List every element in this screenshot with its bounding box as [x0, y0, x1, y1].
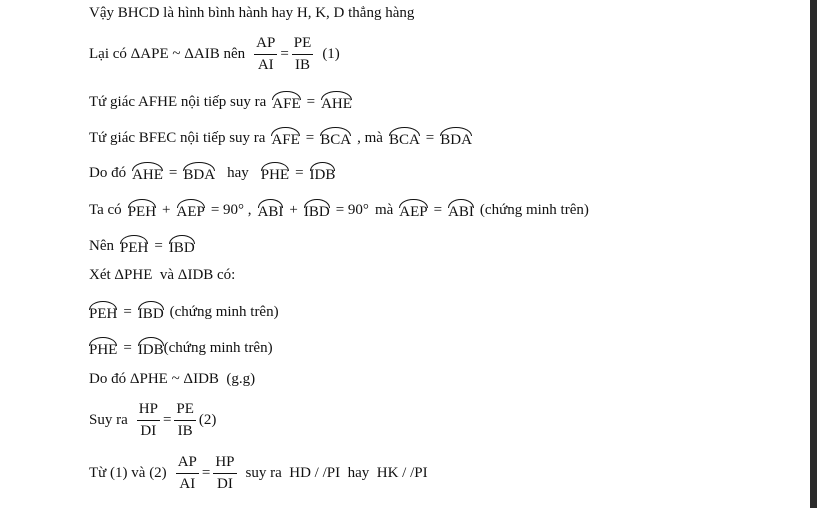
equals-sign: =: [433, 202, 443, 218]
text-line-9: [89, 303, 279, 322]
equals-sign: =: [305, 130, 315, 146]
text-line-13: [89, 455, 428, 492]
conclusion-text: suy ra HD / /PI hay HK / /PI: [245, 465, 428, 481]
text-line-1: [89, 6, 414, 21]
line-prefix: Lại có ΔAPE ~ ΔAIB nên: [89, 46, 246, 62]
equals-sign: =: [123, 304, 132, 320]
result-text: = 90°: [335, 202, 369, 218]
angle-afe: AFE: [271, 129, 299, 148]
fraction-pe-ib: [174, 402, 196, 439]
text-line-7: [89, 237, 195, 256]
connector-text: hay: [227, 165, 249, 181]
line-prefix: Tứ giác AFHE nội tiếp suy ra: [89, 94, 267, 110]
text-line-4: [89, 129, 472, 148]
text-line-10: [89, 339, 273, 358]
angle-idb: IDB: [310, 164, 336, 183]
fraction-numerator: PE: [174, 402, 196, 421]
equals-sign: =: [168, 165, 178, 181]
angle-phe: PHE: [261, 164, 289, 183]
equals-sign: =: [295, 165, 304, 181]
angle-bda: BDA: [183, 164, 215, 183]
fraction-numerator: PE: [292, 36, 314, 55]
fraction-hp-di: [137, 402, 160, 439]
angle-peh: PEH: [120, 237, 148, 256]
angle-aep: AEP: [177, 201, 205, 220]
angle-phe: PHE: [89, 339, 117, 358]
fraction-numerator: AP: [254, 36, 277, 55]
angle-idb: IDB: [138, 339, 164, 358]
plus-sign: +: [289, 202, 298, 218]
result-text: = 90° ,: [210, 202, 252, 218]
equals-sign: =: [123, 340, 132, 356]
fraction-denominator: IB: [177, 423, 193, 439]
angle-ahe: AHE: [321, 93, 352, 112]
angle-peh: PEH: [89, 303, 117, 322]
equals-sign: =: [425, 130, 435, 146]
text-line-2: [89, 36, 340, 73]
text-line-11: [89, 372, 255, 387]
line-prefix: Từ (1) và (2): [89, 465, 167, 481]
line-text: Xét ΔPHE và ΔIDB có:: [89, 267, 236, 283]
equals-sign: =: [280, 46, 289, 62]
line-prefix: Do đó: [89, 165, 127, 181]
text-line-3: [89, 93, 352, 112]
equals-sign: =: [154, 238, 163, 254]
fraction-numerator: HP: [137, 402, 160, 421]
line-prefix: Nên: [89, 238, 114, 254]
connector-text: , mà: [357, 130, 383, 146]
fraction-numerator: AP: [176, 455, 199, 474]
angle-bca: BCA: [320, 129, 351, 148]
fraction-denominator: DI: [217, 476, 233, 492]
angle-bda: BDA: [440, 129, 472, 148]
equals-sign: =: [306, 94, 316, 110]
fraction-hp-di: [213, 455, 236, 492]
fraction-ap-ai: [254, 36, 277, 73]
angle-aep: AEP: [399, 201, 427, 220]
equation-label: (1): [322, 46, 340, 62]
line-text: Vậy BHCD là hình bình hành hay H, K, D thẳng hàng: [89, 5, 415, 21]
fraction-denominator: IB: [295, 57, 311, 73]
fraction-denominator: AI: [257, 57, 274, 73]
fraction-pe-ib: [292, 36, 314, 73]
angle-abi: ABI: [448, 201, 474, 220]
angle-abi: ABI: [258, 201, 284, 220]
equals-sign: =: [201, 465, 211, 481]
fraction-ap-ai: [176, 455, 199, 492]
justification-text: (chứng minh trên): [169, 304, 279, 320]
equation-label: (2): [198, 412, 217, 428]
plus-sign: +: [162, 202, 171, 218]
line-prefix: Ta có: [89, 202, 122, 218]
justification-text: (chứng minh trên): [163, 340, 273, 356]
connector-text: mà: [374, 202, 394, 218]
vertical-scrollbar[interactable]: [810, 0, 817, 508]
equals-sign: =: [162, 412, 172, 428]
line-prefix: Suy ra: [89, 412, 128, 428]
angle-afe: AFE: [272, 93, 300, 112]
angle-peh: PEH: [128, 201, 156, 220]
justification-text: (chứng minh trên): [479, 202, 589, 218]
fraction-denominator: AI: [179, 476, 196, 492]
angle-ibd: IBD: [169, 237, 195, 256]
fraction-numerator: HP: [213, 455, 236, 474]
fraction-denominator: DI: [140, 423, 157, 439]
line-prefix: Tứ giác BFEC nội tiếp suy ra: [89, 130, 266, 146]
text-line-5: [89, 164, 335, 183]
angle-bca: BCA: [389, 129, 420, 148]
angle-ahe: AHE: [132, 164, 163, 183]
text-line-8: [89, 268, 235, 283]
text-line-12: [89, 402, 216, 439]
angle-ibd: IBD: [304, 201, 330, 220]
line-text: Do đó ΔPHE ~ ΔIDB (g.g): [89, 371, 256, 387]
text-line-6: [89, 201, 589, 220]
angle-ibd: IBD: [138, 303, 164, 322]
